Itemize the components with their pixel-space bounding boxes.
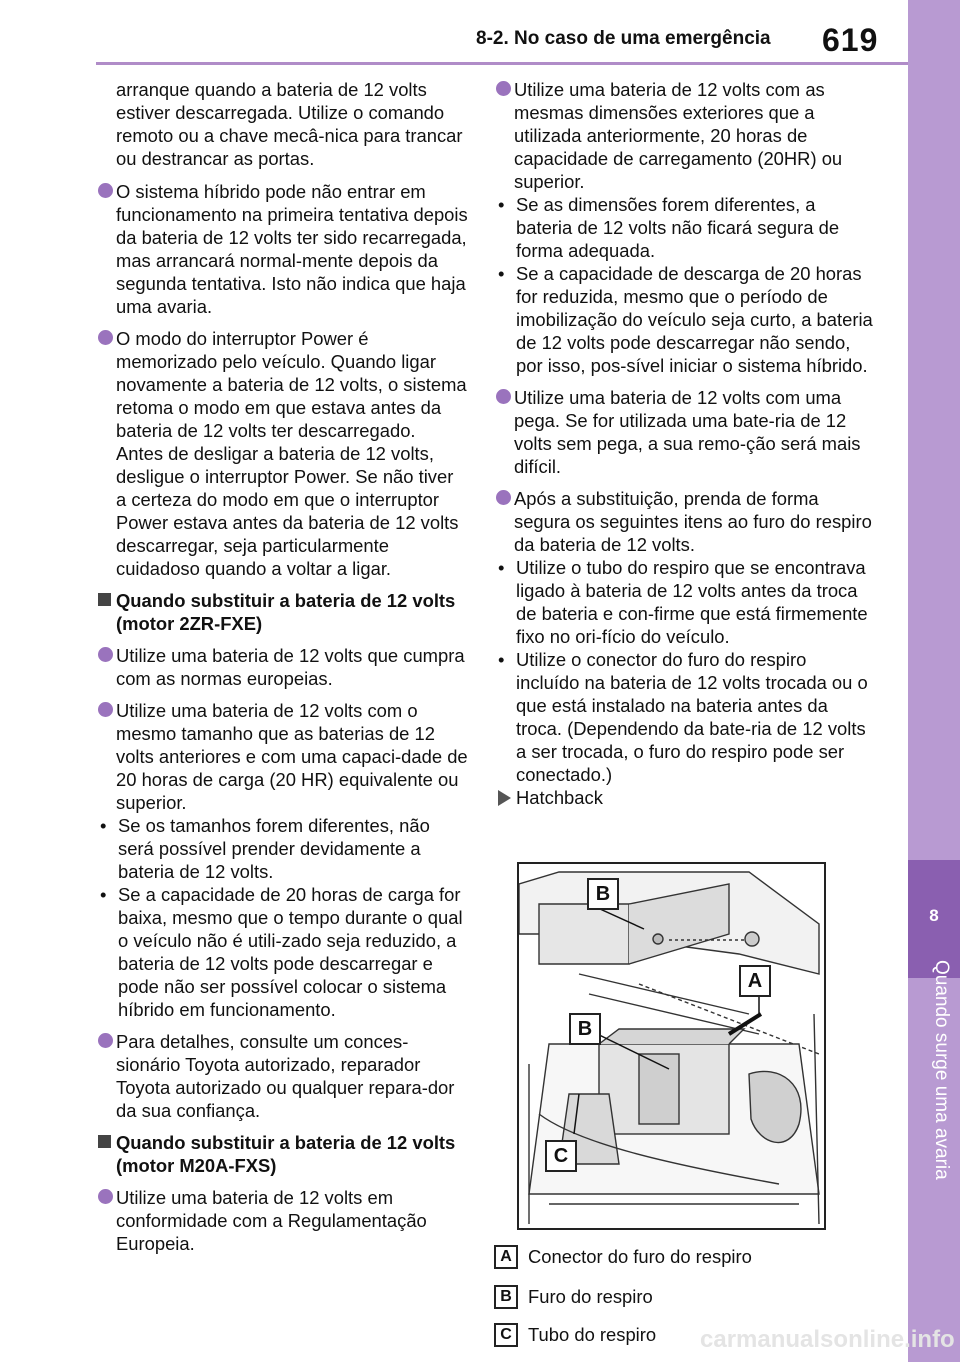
engine-bay-drawing	[519, 864, 824, 1228]
bullet-item	[98, 644, 468, 690]
dash-item	[98, 814, 468, 883]
dash-text: Se os tamanhos forem diferentes, não será possível prender devidamente a bateria de 12 volts.	[118, 815, 430, 882]
left-column	[98, 78, 468, 1264]
dash-item	[98, 883, 468, 1021]
dash-marker: •	[498, 263, 505, 284]
bullet-dot-icon	[496, 389, 511, 404]
bullet-item	[496, 386, 874, 478]
bullet-dot-icon	[98, 647, 113, 662]
bullet-text: Utilize uma bateria de 12 volts com as mesmas dimensões exteriores que a utilizada anteriormente, 20 horas de capacidade de carregamento (20HR) ou superior.	[514, 79, 843, 192]
dash-marker: •	[498, 557, 505, 578]
section-heading	[98, 589, 468, 635]
dash-item	[496, 193, 874, 262]
bullet-text: Utilize uma bateria de 12 volts que cumpra com as normas europeias.	[116, 645, 465, 689]
dash-text: Se a capacidade de descarga de 20 horas for reduzida, mesmo que o período de imobilização do veículo seja curto, a bateria de 12 volts pode descarregar não sendo, por isso, pos-sível iniciar o sistema híbrido.	[516, 263, 873, 376]
header-divider	[96, 62, 908, 65]
bullet-text: Utilize uma bateria de 12 volts em conformidade com a Regulamentação Europeia.	[116, 1187, 427, 1254]
variant-text: Hatchback	[516, 787, 603, 808]
callout-c: C	[545, 1140, 577, 1172]
bullet-text: Para detalhes, consulte um conces-sionário Toyota autorizado, reparador Toyota autorizado ou qualquer repara-dor da sua confiança.	[116, 1031, 455, 1121]
legend-text: Furo do respiro	[528, 1286, 653, 1307]
bullet-dot-icon	[496, 490, 511, 505]
chapter-title-vertical	[920, 960, 952, 1220]
right-column	[496, 78, 874, 817]
dash-marker: •	[100, 884, 107, 905]
bullet-dot-icon	[98, 330, 113, 345]
bullet-text-continued: Antes de desligar a bateria de 12 volts, desligue o interruptor Power. Se não tiver a certeza do modo em que o interruptor Power estava antes da bateria de 12 volts descarregar, seja particularmente cuidadoso quando a voltar a ligar.	[116, 443, 459, 579]
battery-vent-illustration	[517, 862, 826, 1230]
bullet-item	[496, 487, 874, 556]
square-marker-icon	[98, 1135, 111, 1148]
dash-text: Se a capacidade de 20 horas de carga for baixa, mesmo que o tempo durante o qual o veículo não é utili-zado seja reduzido, a bateria de 12 volts pode descarregar e pode não ser possível colocar o sistema híbrido em funcionamento.	[118, 884, 463, 1020]
watermark: carmanualsonline.info	[700, 1326, 955, 1353]
heading-text: Quando substituir a bateria de 12 volts (motor M20A-FXS)	[116, 1132, 456, 1176]
chapter-number: 8	[929, 906, 939, 925]
variant-label	[496, 786, 874, 809]
bullet-text: Após a substituição, prenda de forma segura os seguintes itens ao furo do respiro da bateria de 12 volts.	[514, 488, 872, 555]
bullet-text: Utilize uma bateria de 12 volts com o mesmo tamanho que as baterias de 12 volts anteriores e com uma capaci-dade de 20 horas de carga (20 HR) equivalente ou superior.	[116, 700, 468, 813]
bullet-item	[98, 699, 468, 814]
bullet-dot-icon	[98, 1033, 113, 1048]
bullet-item	[496, 78, 874, 193]
chapter-title: Quando surge uma avaria	[931, 960, 952, 1180]
bullet-text: O sistema híbrido pode não entrar em funcionamento na primeira tentativa depois da bateria de 12 volts ter sido recarregada, mas arrancará normal-mente depois da segunda tentativa. Isto não indica que haja uma avaria.	[116, 181, 468, 317]
callout-b-lower: B	[569, 1013, 601, 1045]
legend-text: Tubo do respiro	[528, 1324, 657, 1345]
bullet-dot-icon	[496, 81, 511, 96]
square-marker-icon	[98, 593, 111, 606]
bullet-item	[98, 1186, 468, 1255]
bullet-dot-icon	[98, 1189, 113, 1204]
legend-key: B	[494, 1285, 518, 1309]
bullet-item	[98, 180, 468, 318]
dash-text: Utilize o tubo do respiro que se encontrava ligado à bateria de 12 volts antes da troca de bateria e con-firme que está firmemente fixo no ori-fício do veículo.	[516, 557, 868, 647]
section-title: 8-2. No caso de uma emergência	[476, 28, 771, 49]
bullet-item	[98, 327, 468, 580]
bullet-item	[98, 1030, 468, 1122]
callout-a: A	[739, 965, 771, 997]
bullet-text: O modo do interruptor Power é memorizado pelo veículo. Quando ligar novamente a bateria de 12 volts, o sistema retoma o modo em que estava antes da bateria de 12 volts ter descarregado.	[116, 328, 467, 441]
legend-key: A	[494, 1245, 518, 1269]
legend-key: C	[494, 1323, 518, 1347]
intro-paragraph: arranque quando a bateria de 12 volts estiver descarregada. Utilize o comando remoto ou a chave mecâ-nica para trancar ou destrancar as portas.	[116, 79, 463, 169]
legend-text: Conector do furo do respiro	[528, 1246, 752, 1267]
dash-marker: •	[100, 815, 107, 836]
dash-item	[496, 262, 874, 377]
dash-item	[496, 648, 874, 786]
section-heading	[98, 1131, 468, 1177]
dash-text: Se as dimensões forem diferentes, a bateria de 12 volts não ficará segura de forma adequada.	[516, 194, 840, 261]
callout-b-upper: B	[587, 878, 619, 910]
dash-item	[496, 556, 874, 648]
heading-text: Quando substituir a bateria de 12 volts (motor 2ZR-FXE)	[116, 590, 456, 634]
triangle-marker-icon	[498, 790, 511, 806]
dash-marker: •	[498, 649, 505, 670]
bullet-text: Utilize uma bateria de 12 volts com uma pega. Se for utilizada uma bate-ria de 12 volts sem pega, a sua remo-ção será mais difícil.	[514, 387, 861, 477]
bullet-dot-icon	[98, 183, 113, 198]
dash-marker: •	[498, 194, 505, 215]
dash-text: Utilize o conector do furo do respiro incluído na bateria de 12 volts trocada ou o que está instalado na bateria antes da troca. (Dependendo da bate-ria de 12 volts a ser trocada, o furo do respiro pode ser conectado.)	[516, 649, 868, 785]
page-number: 619	[822, 22, 879, 58]
bullet-dot-icon	[98, 702, 113, 717]
